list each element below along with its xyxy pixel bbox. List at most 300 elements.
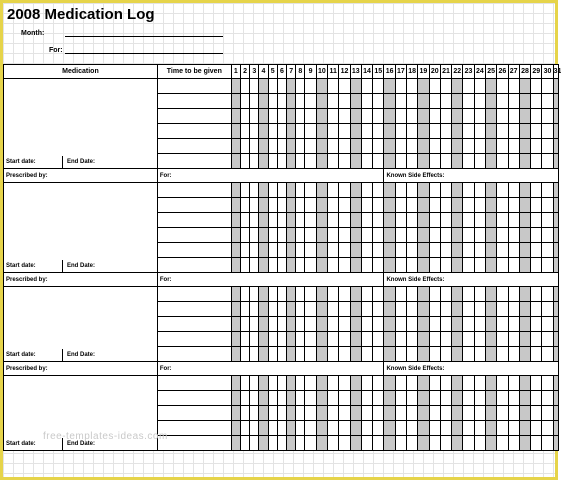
day-cell[interactable] (296, 139, 305, 154)
day-cell[interactable] (519, 198, 530, 213)
end-date-label[interactable]: End Date: (67, 159, 96, 165)
day-cell[interactable] (463, 183, 474, 198)
day-cell[interactable] (531, 317, 542, 332)
day-cell[interactable] (373, 213, 384, 228)
day-cell[interactable] (531, 332, 542, 347)
day-cell[interactable] (231, 243, 240, 258)
day-cell[interactable] (519, 243, 530, 258)
day-cell[interactable] (497, 79, 508, 94)
day-cell[interactable] (407, 436, 418, 451)
day-cell[interactable] (542, 109, 553, 124)
day-cell[interactable] (268, 421, 277, 436)
day-cell[interactable] (250, 258, 259, 273)
day-cell[interactable] (519, 139, 530, 154)
medication-cell[interactable] (4, 287, 158, 362)
day-cell[interactable] (316, 287, 327, 302)
for-condition-label[interactable]: For: (157, 362, 384, 376)
day-cell[interactable] (268, 243, 277, 258)
day-cell[interactable] (497, 198, 508, 213)
day-cell[interactable] (407, 302, 418, 317)
day-cell[interactable] (452, 391, 463, 406)
day-cell[interactable] (373, 94, 384, 109)
day-cell[interactable] (287, 124, 296, 139)
time-cell[interactable] (157, 109, 231, 124)
day-cell[interactable] (542, 436, 553, 451)
day-cell[interactable] (277, 287, 286, 302)
day-cell[interactable] (316, 421, 327, 436)
day-cell[interactable] (452, 139, 463, 154)
day-cell[interactable] (296, 183, 305, 198)
day-cell[interactable] (305, 258, 316, 273)
day-cell[interactable] (328, 198, 339, 213)
day-cell[interactable] (231, 406, 240, 421)
day-cell[interactable] (485, 198, 496, 213)
day-cell[interactable] (452, 154, 463, 169)
day-cell[interactable] (259, 287, 268, 302)
day-cell[interactable] (350, 183, 361, 198)
day-cell[interactable] (474, 391, 485, 406)
day-cell[interactable] (296, 302, 305, 317)
day-cell[interactable] (497, 376, 508, 391)
day-cell[interactable] (240, 302, 249, 317)
day-cell[interactable] (384, 213, 395, 228)
time-cell[interactable] (157, 198, 231, 213)
day-cell[interactable] (250, 317, 259, 332)
day-cell[interactable] (231, 436, 240, 451)
day-cell[interactable] (407, 376, 418, 391)
day-cell[interactable] (250, 79, 259, 94)
day-cell[interactable] (316, 183, 327, 198)
day-cell[interactable] (268, 183, 277, 198)
day-cell[interactable] (531, 198, 542, 213)
day-cell[interactable] (508, 287, 519, 302)
day-cell[interactable] (519, 109, 530, 124)
day-cell[interactable] (418, 317, 429, 332)
day-cell[interactable] (452, 228, 463, 243)
day-cell[interactable] (531, 421, 542, 436)
day-cell[interactable] (350, 347, 361, 362)
day-cell[interactable] (485, 421, 496, 436)
time-cell[interactable] (157, 406, 231, 421)
day-cell[interactable] (277, 258, 286, 273)
day-cell[interactable] (277, 183, 286, 198)
day-cell[interactable] (296, 317, 305, 332)
day-cell[interactable] (328, 228, 339, 243)
day-cell[interactable] (407, 198, 418, 213)
day-cell[interactable] (259, 154, 268, 169)
day-cell[interactable] (350, 109, 361, 124)
day-cell[interactable] (361, 154, 372, 169)
day-cell[interactable] (508, 154, 519, 169)
day-cell[interactable] (485, 109, 496, 124)
day-cell[interactable] (316, 258, 327, 273)
day-cell[interactable] (418, 243, 429, 258)
day-cell[interactable] (497, 183, 508, 198)
day-cell[interactable] (497, 436, 508, 451)
day-cell[interactable] (553, 436, 558, 451)
day-cell[interactable] (373, 79, 384, 94)
day-cell[interactable] (463, 317, 474, 332)
day-cell[interactable] (429, 436, 440, 451)
day-cell[interactable] (277, 332, 286, 347)
day-cell[interactable] (259, 347, 268, 362)
day-cell[interactable] (395, 198, 406, 213)
day-cell[interactable] (463, 436, 474, 451)
day-cell[interactable] (305, 243, 316, 258)
day-cell[interactable] (429, 287, 440, 302)
day-cell[interactable] (531, 154, 542, 169)
time-cell[interactable] (157, 376, 231, 391)
day-cell[interactable] (231, 124, 240, 139)
day-cell[interactable] (305, 287, 316, 302)
day-cell[interactable] (287, 317, 296, 332)
day-cell[interactable] (440, 94, 451, 109)
day-cell[interactable] (231, 79, 240, 94)
day-cell[interactable] (440, 302, 451, 317)
day-cell[interactable] (474, 376, 485, 391)
day-cell[interactable] (429, 421, 440, 436)
day-cell[interactable] (361, 79, 372, 94)
day-cell[interactable] (277, 243, 286, 258)
start-date-label[interactable]: Start date: (4, 156, 63, 168)
day-cell[interactable] (452, 198, 463, 213)
day-cell[interactable] (296, 391, 305, 406)
day-cell[interactable] (553, 287, 558, 302)
day-cell[interactable] (316, 332, 327, 347)
day-cell[interactable] (553, 391, 558, 406)
day-cell[interactable] (277, 376, 286, 391)
day-cell[interactable] (268, 139, 277, 154)
end-date-label[interactable]: End Date: (67, 352, 96, 358)
day-cell[interactable] (440, 376, 451, 391)
day-cell[interactable] (429, 154, 440, 169)
day-cell[interactable] (418, 332, 429, 347)
day-cell[interactable] (250, 287, 259, 302)
day-cell[interactable] (553, 376, 558, 391)
day-cell[interactable] (485, 79, 496, 94)
day-cell[interactable] (384, 228, 395, 243)
day-cell[interactable] (316, 347, 327, 362)
day-cell[interactable] (384, 332, 395, 347)
day-cell[interactable] (250, 436, 259, 451)
day-cell[interactable] (418, 198, 429, 213)
start-date-label[interactable]: Start date: (4, 349, 63, 361)
day-cell[interactable] (395, 406, 406, 421)
day-cell[interactable] (440, 139, 451, 154)
day-cell[interactable] (384, 79, 395, 94)
day-cell[interactable] (474, 213, 485, 228)
day-cell[interactable] (429, 109, 440, 124)
day-cell[interactable] (231, 376, 240, 391)
day-cell[interactable] (542, 139, 553, 154)
end-date-label[interactable]: End Date: (67, 441, 96, 447)
day-cell[interactable] (452, 213, 463, 228)
day-cell[interactable] (305, 436, 316, 451)
time-cell[interactable] (157, 228, 231, 243)
day-cell[interactable] (328, 421, 339, 436)
day-cell[interactable] (508, 139, 519, 154)
medication-cell[interactable] (4, 79, 158, 169)
day-cell[interactable] (452, 258, 463, 273)
day-cell[interactable] (418, 302, 429, 317)
day-cell[interactable] (328, 391, 339, 406)
day-cell[interactable] (328, 213, 339, 228)
day-cell[interactable] (296, 287, 305, 302)
day-cell[interactable] (373, 406, 384, 421)
day-cell[interactable] (485, 406, 496, 421)
prescribed-by-label[interactable]: Prescribed by: (4, 362, 158, 376)
side-effects-label[interactable]: Known Side Effects: (384, 273, 559, 287)
day-cell[interactable] (531, 436, 542, 451)
prescribed-by-label[interactable]: Prescribed by: (4, 169, 158, 183)
time-cell[interactable] (157, 287, 231, 302)
day-cell[interactable] (316, 124, 327, 139)
day-cell[interactable] (440, 347, 451, 362)
day-cell[interactable] (361, 124, 372, 139)
day-cell[interactable] (418, 406, 429, 421)
start-date-label[interactable]: Start date: (4, 438, 63, 450)
day-cell[interactable] (497, 228, 508, 243)
day-cell[interactable] (373, 124, 384, 139)
day-cell[interactable] (429, 243, 440, 258)
day-cell[interactable] (250, 243, 259, 258)
day-cell[interactable] (350, 213, 361, 228)
day-cell[interactable] (508, 243, 519, 258)
day-cell[interactable] (305, 228, 316, 243)
day-cell[interactable] (485, 317, 496, 332)
day-cell[interactable] (287, 94, 296, 109)
day-cell[interactable] (463, 243, 474, 258)
day-cell[interactable] (440, 213, 451, 228)
day-cell[interactable] (305, 406, 316, 421)
day-cell[interactable] (361, 243, 372, 258)
day-cell[interactable] (361, 228, 372, 243)
day-cell[interactable] (384, 376, 395, 391)
day-cell[interactable] (240, 317, 249, 332)
day-cell[interactable] (373, 376, 384, 391)
day-cell[interactable] (350, 94, 361, 109)
day-cell[interactable] (296, 79, 305, 94)
day-cell[interactable] (553, 124, 558, 139)
day-cell[interactable] (474, 406, 485, 421)
day-cell[interactable] (339, 258, 350, 273)
day-cell[interactable] (497, 302, 508, 317)
day-cell[interactable] (553, 198, 558, 213)
day-cell[interactable] (316, 213, 327, 228)
time-cell[interactable] (157, 94, 231, 109)
day-cell[interactable] (373, 109, 384, 124)
day-cell[interactable] (250, 94, 259, 109)
day-cell[interactable] (542, 213, 553, 228)
day-cell[interactable] (474, 139, 485, 154)
day-cell[interactable] (395, 302, 406, 317)
time-cell[interactable] (157, 302, 231, 317)
day-cell[interactable] (259, 94, 268, 109)
day-cell[interactable] (268, 79, 277, 94)
day-cell[interactable] (440, 287, 451, 302)
day-cell[interactable] (268, 94, 277, 109)
day-cell[interactable] (268, 124, 277, 139)
day-cell[interactable] (485, 376, 496, 391)
day-cell[interactable] (277, 317, 286, 332)
day-cell[interactable] (519, 421, 530, 436)
day-cell[interactable] (508, 94, 519, 109)
day-cell[interactable] (429, 94, 440, 109)
day-cell[interactable] (519, 183, 530, 198)
day-cell[interactable] (384, 198, 395, 213)
day-cell[interactable] (497, 213, 508, 228)
day-cell[interactable] (463, 391, 474, 406)
day-cell[interactable] (452, 332, 463, 347)
day-cell[interactable] (350, 79, 361, 94)
day-cell[interactable] (231, 109, 240, 124)
day-cell[interactable] (429, 213, 440, 228)
day-cell[interactable] (339, 347, 350, 362)
day-cell[interactable] (373, 183, 384, 198)
day-cell[interactable] (384, 183, 395, 198)
day-cell[interactable] (553, 302, 558, 317)
day-cell[interactable] (250, 154, 259, 169)
day-cell[interactable] (287, 109, 296, 124)
day-cell[interactable] (384, 94, 395, 109)
day-cell[interactable] (316, 198, 327, 213)
day-cell[interactable] (305, 213, 316, 228)
day-cell[interactable] (339, 79, 350, 94)
day-cell[interactable] (240, 228, 249, 243)
day-cell[interactable] (328, 243, 339, 258)
day-cell[interactable] (259, 198, 268, 213)
day-cell[interactable] (305, 79, 316, 94)
day-cell[interactable] (240, 213, 249, 228)
day-cell[interactable] (240, 406, 249, 421)
day-cell[interactable] (296, 124, 305, 139)
day-cell[interactable] (429, 124, 440, 139)
day-cell[interactable] (350, 258, 361, 273)
day-cell[interactable] (542, 79, 553, 94)
day-cell[interactable] (542, 287, 553, 302)
day-cell[interactable] (519, 391, 530, 406)
day-cell[interactable] (508, 228, 519, 243)
day-cell[interactable] (277, 94, 286, 109)
day-cell[interactable] (305, 391, 316, 406)
day-cell[interactable] (384, 287, 395, 302)
day-cell[interactable] (250, 302, 259, 317)
day-cell[interactable] (240, 243, 249, 258)
day-cell[interactable] (497, 243, 508, 258)
day-cell[interactable] (339, 109, 350, 124)
day-cell[interactable] (361, 183, 372, 198)
day-cell[interactable] (277, 436, 286, 451)
day-cell[interactable] (339, 228, 350, 243)
day-cell[interactable] (361, 94, 372, 109)
day-cell[interactable] (508, 421, 519, 436)
day-cell[interactable] (542, 391, 553, 406)
day-cell[interactable] (259, 228, 268, 243)
day-cell[interactable] (350, 436, 361, 451)
day-cell[interactable] (452, 183, 463, 198)
day-cell[interactable] (452, 421, 463, 436)
day-cell[interactable] (407, 183, 418, 198)
day-cell[interactable] (553, 332, 558, 347)
day-cell[interactable] (384, 317, 395, 332)
day-cell[interactable] (384, 347, 395, 362)
day-cell[interactable] (350, 124, 361, 139)
day-cell[interactable] (240, 139, 249, 154)
day-cell[interactable] (361, 332, 372, 347)
day-cell[interactable] (328, 302, 339, 317)
day-cell[interactable] (268, 198, 277, 213)
day-cell[interactable] (277, 302, 286, 317)
time-cell[interactable] (157, 391, 231, 406)
day-cell[interactable] (474, 79, 485, 94)
day-cell[interactable] (384, 436, 395, 451)
day-cell[interactable] (305, 94, 316, 109)
day-cell[interactable] (531, 302, 542, 317)
day-cell[interactable] (531, 376, 542, 391)
day-cell[interactable] (440, 332, 451, 347)
day-cell[interactable] (508, 198, 519, 213)
day-cell[interactable] (508, 109, 519, 124)
day-cell[interactable] (287, 198, 296, 213)
day-cell[interactable] (373, 332, 384, 347)
day-cell[interactable] (508, 258, 519, 273)
day-cell[interactable] (485, 154, 496, 169)
day-cell[interactable] (316, 436, 327, 451)
day-cell[interactable] (328, 258, 339, 273)
day-cell[interactable] (277, 391, 286, 406)
day-cell[interactable] (339, 243, 350, 258)
day-cell[interactable] (240, 287, 249, 302)
day-cell[interactable] (316, 94, 327, 109)
day-cell[interactable] (497, 406, 508, 421)
day-cell[interactable] (231, 317, 240, 332)
day-cell[interactable] (429, 332, 440, 347)
day-cell[interactable] (429, 79, 440, 94)
day-cell[interactable] (268, 287, 277, 302)
day-cell[interactable] (277, 198, 286, 213)
day-cell[interactable] (231, 154, 240, 169)
day-cell[interactable] (508, 124, 519, 139)
day-cell[interactable] (350, 228, 361, 243)
day-cell[interactable] (429, 139, 440, 154)
day-cell[interactable] (240, 436, 249, 451)
day-cell[interactable] (485, 183, 496, 198)
day-cell[interactable] (240, 79, 249, 94)
day-cell[interactable] (316, 391, 327, 406)
day-cell[interactable] (240, 183, 249, 198)
day-cell[interactable] (328, 332, 339, 347)
day-cell[interactable] (407, 332, 418, 347)
day-cell[interactable] (384, 258, 395, 273)
day-cell[interactable] (395, 258, 406, 273)
day-cell[interactable] (296, 154, 305, 169)
day-cell[interactable] (497, 287, 508, 302)
day-cell[interactable] (361, 302, 372, 317)
day-cell[interactable] (361, 391, 372, 406)
day-cell[interactable] (339, 139, 350, 154)
day-cell[interactable] (553, 228, 558, 243)
day-cell[interactable] (474, 109, 485, 124)
day-cell[interactable] (474, 347, 485, 362)
day-cell[interactable] (519, 347, 530, 362)
day-cell[interactable] (519, 124, 530, 139)
day-cell[interactable] (296, 213, 305, 228)
day-cell[interactable] (373, 421, 384, 436)
day-cell[interactable] (339, 183, 350, 198)
day-cell[interactable] (339, 213, 350, 228)
day-cell[interactable] (384, 243, 395, 258)
day-cell[interactable] (350, 243, 361, 258)
